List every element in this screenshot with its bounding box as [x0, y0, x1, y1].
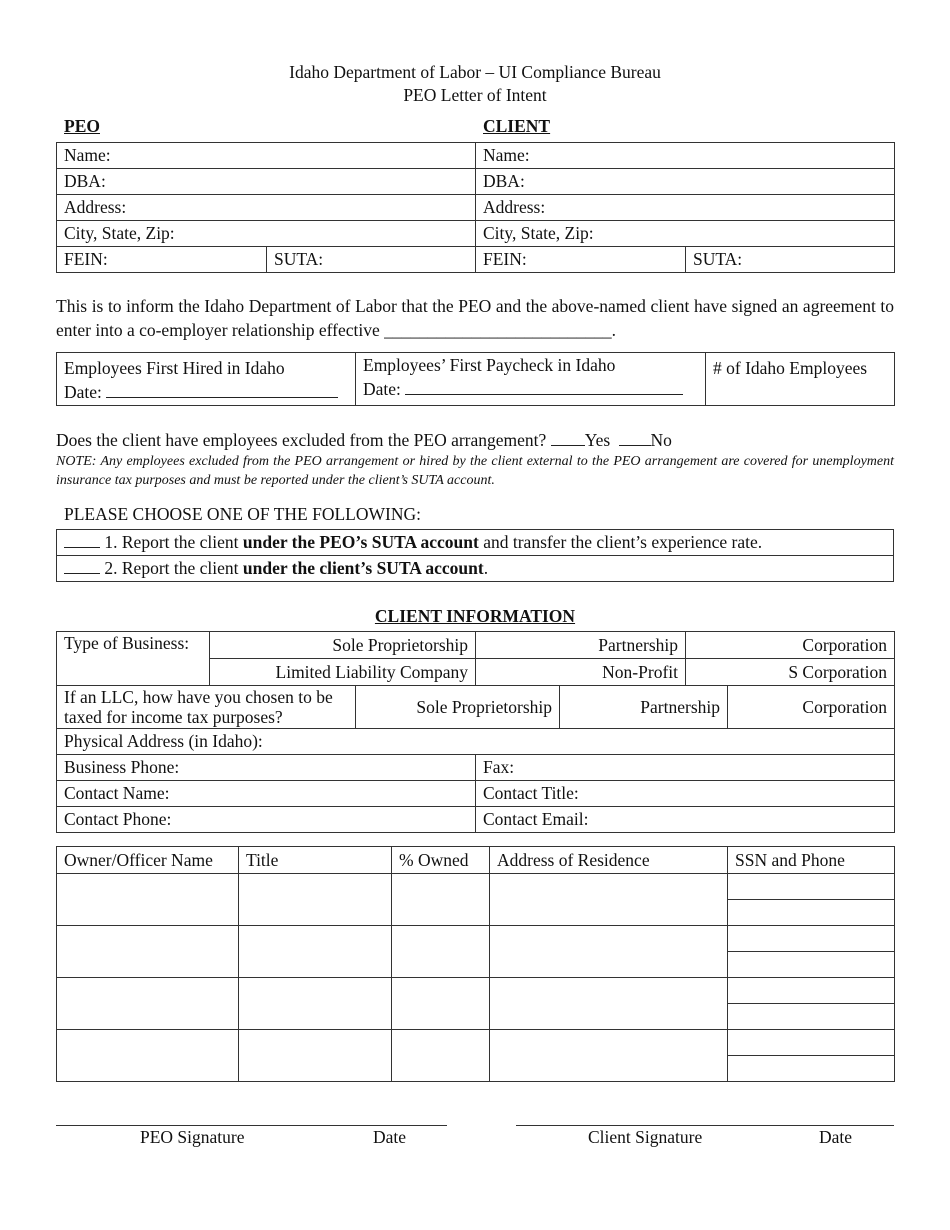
- peo-address-field[interactable]: Address:: [57, 195, 476, 221]
- owner-4-name[interactable]: [57, 1030, 239, 1082]
- first-hired-date-label: Date:: [64, 382, 102, 402]
- owner-4-ssn[interactable]: [728, 1030, 895, 1056]
- peo-signature-line[interactable]: [56, 1125, 447, 1126]
- choose-heading: PLEASE CHOOSE ONE OF THE FOLLOWING:: [64, 504, 421, 524]
- num-employees-label: # of Idaho Employees: [713, 358, 868, 378]
- excluded-question-row: [56, 430, 894, 451]
- option-2-text-bold: under the client’s SUTA account: [242, 558, 484, 578]
- owner-3-title[interactable]: [239, 978, 392, 1030]
- contact-email-field[interactable]: Contact Email:: [476, 807, 895, 833]
- owner-2-ssn[interactable]: [728, 926, 895, 952]
- owner-3-phone[interactable]: [728, 1004, 895, 1030]
- excluded-note: NOTE: Any employees excluded from the PEO arrangement or hired by the client external to the PEO arrangement are covered for unemployment insurance tax purposes and must be reported under the client’s SUTA account.: [56, 454, 894, 488]
- type-corporation[interactable]: Corporation: [686, 632, 895, 659]
- llc-corporation[interactable]: Corporation: [728, 686, 895, 729]
- choose-option-1[interactable]: [57, 530, 894, 556]
- peo-fein-field[interactable]: FEIN:: [57, 247, 267, 273]
- option-1-blank[interactable]: [64, 533, 100, 548]
- form-agency-title: Idaho Department of Labor – UI Compliance Bureau: [289, 62, 661, 82]
- owner-3-name[interactable]: [57, 978, 239, 1030]
- type-sole-proprietorship[interactable]: Sole Proprietorship: [210, 632, 476, 659]
- contact-table: [56, 728, 895, 833]
- owner-2-address[interactable]: [490, 926, 728, 978]
- dates-table: [56, 352, 895, 406]
- option-1-text-a: 1. Report the client: [104, 532, 243, 552]
- option-1-text-bold: under the PEO’s SUTA account: [242, 532, 479, 552]
- excluded-no-blank[interactable]: [619, 430, 651, 446]
- owner-1-percent[interactable]: [392, 874, 490, 926]
- business-phone-field[interactable]: Business Phone:: [57, 755, 476, 781]
- contact-title-field[interactable]: Contact Title:: [476, 781, 895, 807]
- peo-heading: PEO: [64, 116, 100, 136]
- client-dba-field[interactable]: DBA:: [476, 169, 895, 195]
- client-fein-field[interactable]: FEIN:: [476, 247, 686, 273]
- llc-question-line-1: If an LLC, how have you chosen to be: [64, 687, 333, 707]
- owner-3-address[interactable]: [490, 978, 728, 1030]
- client-address-field[interactable]: Address:: [476, 195, 895, 221]
- peo-suta-field[interactable]: SUTA:: [267, 247, 476, 273]
- llc-question-line-2: taxed for income tax purposes?: [64, 707, 283, 727]
- owner-1-name[interactable]: [57, 874, 239, 926]
- owner-1-phone[interactable]: [728, 900, 895, 926]
- option-1-text-c: and transfer the client’s experience rate.: [478, 532, 763, 552]
- num-employees-cell[interactable]: [706, 353, 895, 406]
- llc-tax-table: [56, 685, 895, 729]
- excluded-yes-label: Yes: [584, 430, 611, 450]
- col-owner-name: Owner/Officer Name: [57, 847, 239, 874]
- owner-2-name[interactable]: [57, 926, 239, 978]
- client-suta-field[interactable]: SUTA:: [686, 247, 895, 273]
- first-paycheck-date-blank[interactable]: [405, 379, 683, 395]
- owner-4-address[interactable]: [490, 1030, 728, 1082]
- first-hired-label: Employees First Hired in Idaho: [64, 358, 285, 378]
- intro-text: This is to inform the Idaho Department of Labor that the PEO and the above-named client have signed an agreement to enter into a co-employer relationship effective: [56, 296, 894, 340]
- peo-dba-field[interactable]: DBA:: [57, 169, 476, 195]
- contact-name-field[interactable]: Contact Name:: [57, 781, 476, 807]
- effective-date-blank[interactable]: __________________________.: [384, 320, 617, 340]
- fax-field[interactable]: Fax:: [476, 755, 895, 781]
- first-paycheck-date-label: Date:: [363, 379, 401, 399]
- option-2-blank[interactable]: [64, 559, 100, 574]
- type-non-profit[interactable]: Non-Profit: [476, 659, 686, 686]
- option-2-text-a: 2. Report the client: [104, 558, 243, 578]
- client-heading: CLIENT: [483, 116, 551, 136]
- peo-city-field[interactable]: City, State, Zip:: [57, 221, 476, 247]
- type-s-corporation[interactable]: S Corporation: [686, 659, 895, 686]
- excluded-yes-blank[interactable]: [551, 430, 585, 446]
- peo-signature-label: PEO Signature: [140, 1127, 245, 1147]
- first-hired-date-blank[interactable]: [106, 382, 338, 398]
- col-title: Title: [239, 847, 392, 874]
- llc-sole-proprietorship[interactable]: Sole Proprietorship: [356, 686, 560, 729]
- owners-table: [56, 846, 895, 1082]
- client-signature-label: Client Signature: [588, 1127, 703, 1147]
- llc-question: [57, 686, 356, 729]
- llc-partnership[interactable]: Partnership: [560, 686, 728, 729]
- owner-3-ssn[interactable]: [728, 978, 895, 1004]
- owner-2-title[interactable]: [239, 926, 392, 978]
- type-llc[interactable]: Limited Liability Company: [210, 659, 476, 686]
- client-date-label: Date: [819, 1127, 853, 1147]
- col-address: Address of Residence: [490, 847, 728, 874]
- excluded-question: Does the client have employees excluded from the PEO arrangement?: [56, 430, 547, 450]
- peo-name-field[interactable]: Name:: [57, 143, 476, 169]
- contact-phone-field[interactable]: Contact Phone:: [57, 807, 476, 833]
- col-ssn-phone: SSN and Phone: [728, 847, 895, 874]
- first-hired-cell[interactable]: [57, 353, 356, 406]
- owner-4-phone[interactable]: [728, 1056, 895, 1082]
- peo-client-table: [56, 142, 895, 273]
- type-of-business-label: Type of Business:: [57, 632, 210, 686]
- owner-4-title[interactable]: [239, 1030, 392, 1082]
- first-paycheck-cell[interactable]: [356, 353, 706, 406]
- owner-1-ssn[interactable]: [728, 874, 895, 900]
- intro-paragraph: [56, 294, 894, 342]
- owner-2-phone[interactable]: [728, 952, 895, 978]
- choose-option-2[interactable]: [57, 556, 894, 582]
- client-name-field[interactable]: Name:: [476, 143, 895, 169]
- type-partnership[interactable]: Partnership: [476, 632, 686, 659]
- choose-table: [56, 529, 894, 582]
- owner-3-percent[interactable]: [392, 978, 490, 1030]
- client-info-heading: CLIENT INFORMATION: [374, 606, 576, 626]
- owner-1-address[interactable]: [490, 874, 728, 926]
- excluded-no-label: No: [650, 430, 672, 450]
- client-signature-line[interactable]: [516, 1125, 894, 1126]
- owner-1-title[interactable]: [239, 874, 392, 926]
- client-city-field[interactable]: City, State, Zip:: [476, 221, 895, 247]
- option-2-text-c: .: [483, 558, 489, 578]
- form-title: PEO Letter of Intent: [403, 85, 547, 105]
- owner-4-percent[interactable]: [392, 1030, 490, 1082]
- physical-address-field[interactable]: Physical Address (in Idaho):: [57, 729, 895, 755]
- col-percent-owned: % Owned: [392, 847, 490, 874]
- business-type-table: [56, 631, 895, 686]
- owner-2-percent[interactable]: [392, 926, 490, 978]
- first-paycheck-label: Employees’ First Paycheck in Idaho: [363, 355, 616, 375]
- peo-date-label: Date: [373, 1127, 407, 1147]
